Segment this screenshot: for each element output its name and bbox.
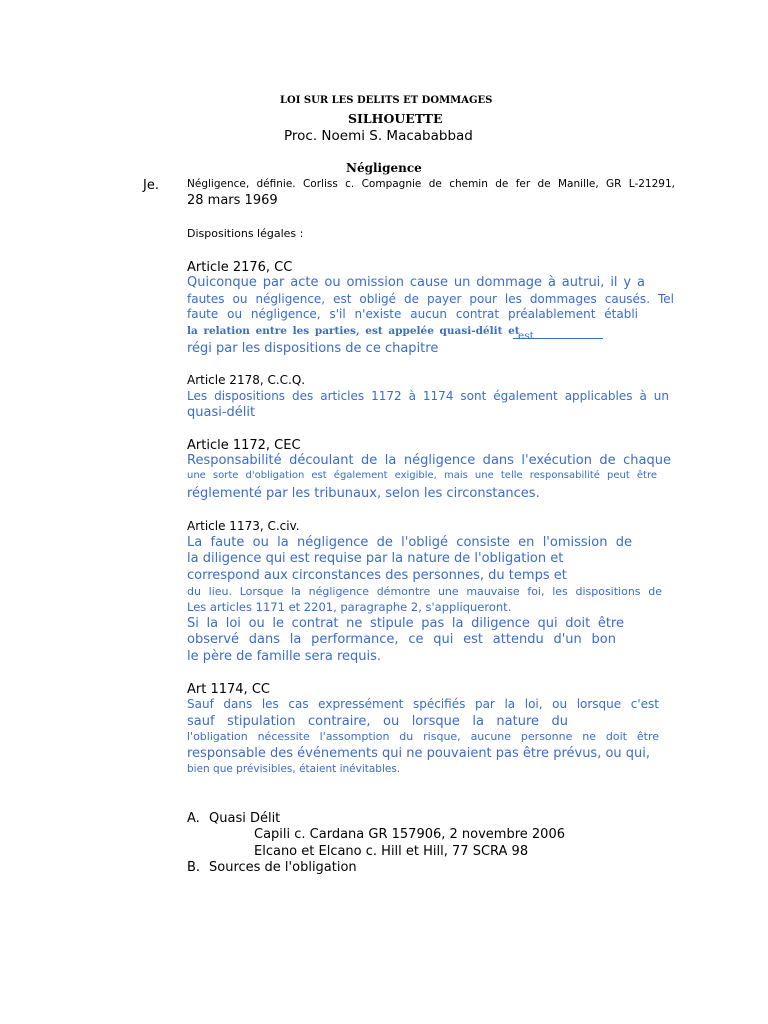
article-line: quasi-délit [187, 405, 256, 420]
article-line-fragment: est [518, 330, 534, 342]
section-marker: Je. [143, 178, 159, 193]
article-line: la relation entre les parties, est appelée quasi-délit et [187, 325, 520, 337]
document-author: Proc. Noemi S. Macababbad [284, 128, 473, 144]
article-line: Les articles 1171 et 2201, paragraphe 2, s'appliqueront. [187, 600, 512, 614]
outline-label-a: A. [187, 811, 200, 826]
case-citation: Capili c. Cardana GR 157906, 2 novembre 2006 [254, 827, 565, 842]
article-line: le père de famille sera requis. [187, 649, 382, 664]
case-citation: Elcano et Elcano c. Hill et Hill, 77 SCRA 98 [254, 844, 529, 859]
article-line: Sauf dans les cas expressément spécifiés par la loi, ou lorsque c'est [187, 697, 659, 711]
section-intro-line-1: Négligence, définie. Corliss c. Compagnie de chemin de fer de Manille, GR L-21291, [187, 178, 675, 190]
article-line: Les dispositions des articles 1172 à 1174 sont également applicables à un [187, 389, 669, 403]
outline-text-b: Sources de l'obligation [209, 860, 357, 875]
article-line: faute ou négligence, s'il n'existe aucun contrat préalablement établi [187, 307, 638, 321]
article-title: Article 1173, C.civ. [187, 519, 300, 533]
outline-label-b: B. [187, 860, 201, 875]
section-intro-line-2: 28 mars 1969 [187, 193, 278, 208]
provisions-label: Dispositions légales : [187, 227, 304, 240]
article-title: Article 2176, CC [187, 260, 293, 275]
article-line: Si la loi ou le contrat ne stipule pas la diligence qui doit être [187, 616, 624, 631]
article-line-underlined [513, 325, 603, 342]
article-line: correspond aux circonstances des personnes, du temps et [187, 568, 567, 583]
article-title: Art 1174, CC [187, 682, 270, 697]
article-line: La faute ou la négligence de l'obligé consiste en l'omission de [187, 535, 632, 550]
document-title: LOI SUR LES DELITS ET DOMMAGES [280, 95, 493, 106]
article-line: responsable des événements qui ne pouvaient pas être prévus, ou qui, [187, 746, 651, 761]
document-subtitle: SILHOUETTE [348, 111, 443, 126]
article-line: régi par les dispositions de ce chapitre [187, 341, 439, 356]
article-line: Quiconque par acte ou omission cause un dommage à autrui, il y a [187, 275, 645, 290]
article-line: une sorte d'obligation est également exigible, mais une telle responsabilité peut être [187, 470, 657, 481]
section-heading: Négligence [346, 161, 422, 175]
article-line: l'obligation nécessite l'assomption du risque, aucune personne ne doit être [187, 730, 659, 743]
article-title: Article 2178, C.C.Q. [187, 373, 306, 387]
article-line: du lieu. Lorsque la négligence démontre une mauvaise foi, les dispositions de [187, 585, 662, 598]
outline-text-a: Quasi Délit [209, 811, 281, 826]
article-line: bien que prévisibles, étaient inévitables. [187, 763, 401, 775]
article-line: sauf stipulation contraire, ou lorsque la nature du [187, 714, 568, 729]
article-line: la diligence qui est requise par la nature de l'obligation et [187, 551, 564, 566]
article-title: Article 1172, CEC [187, 438, 301, 453]
article-line: Responsabilité découlant de la négligence dans l'exécution de chaque [187, 453, 671, 468]
article-line: réglementé par les tribunaux, selon les circonstances. [187, 486, 540, 501]
article-line: observé dans la performance, ce qui est attendu d'un bon [187, 632, 616, 647]
article-line: fautes ou négligence, est obligé de payer pour les dommages causés. Tel [187, 292, 674, 306]
